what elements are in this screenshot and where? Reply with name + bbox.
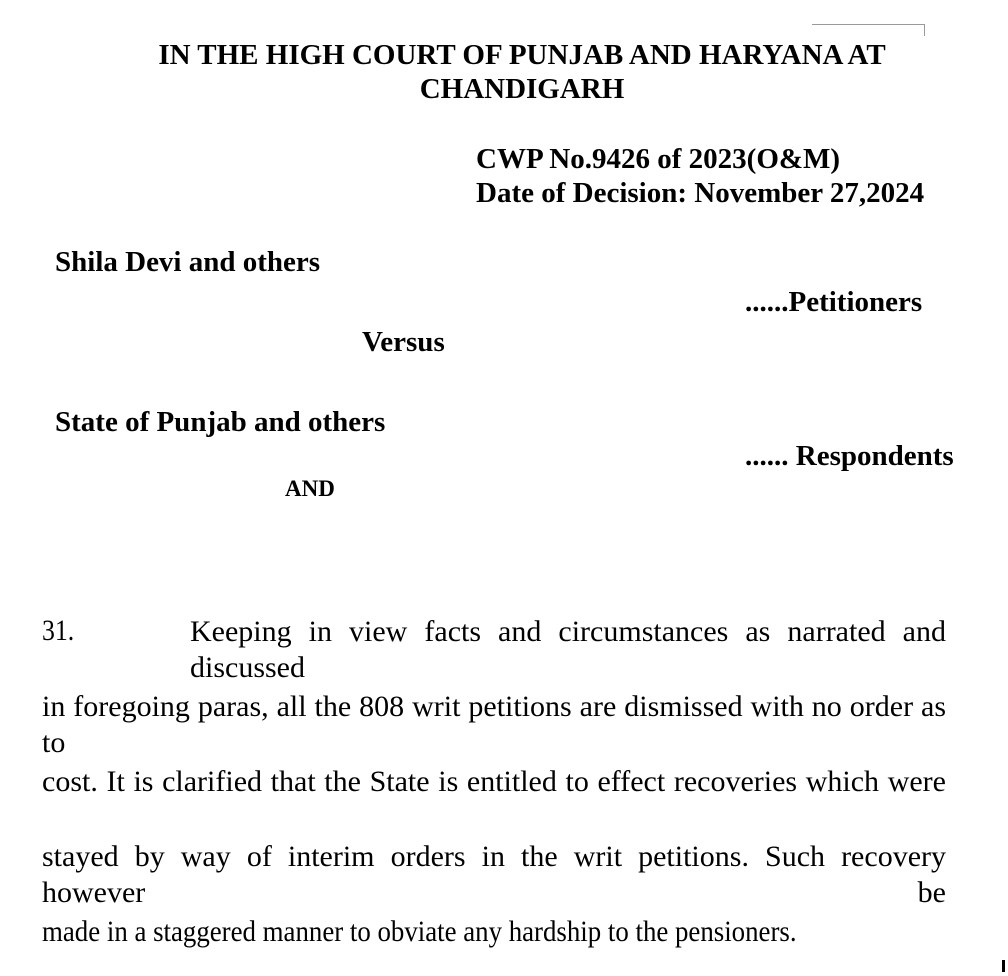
petitioner-name: Shila Devi and others bbox=[55, 246, 321, 278]
page-edge-mark bbox=[1002, 960, 1005, 972]
header-stamp-tick bbox=[924, 24, 925, 36]
and-label: AND bbox=[285, 476, 335, 501]
paragraph-line-4: stayed by way of interim orders in the writ petitions. Such recovery however be bbox=[42, 840, 946, 909]
respondent-role: ...... Respondents bbox=[745, 440, 954, 472]
respondent-name: State of Punjab and others bbox=[55, 406, 386, 438]
court-title-line-2: CHANDIGARH bbox=[419, 73, 625, 105]
paragraph-line-3: cost. It is clarified that the State is entitled to effect recoveries which were bbox=[42, 765, 946, 798]
petitioner-role: ......Petitioners bbox=[745, 286, 923, 318]
decision-date: Date of Decision: November 27,2024 bbox=[476, 177, 925, 209]
paragraph-line-5: made in a staggered manner to obviate any hardship to the pensioners. bbox=[42, 915, 797, 948]
header-stamp-mark bbox=[812, 24, 924, 33]
court-title-line-1: IN THE HIGH COURT OF PUNJAB AND HARYANA AT bbox=[158, 39, 886, 71]
versus-label: Versus bbox=[362, 326, 445, 358]
paragraph-line-1: Keeping in view facts and circumstances as narrated and discussed bbox=[190, 615, 946, 684]
paragraph-number: 31. bbox=[42, 614, 75, 647]
case-number: CWP No.9426 of 2023(O&M) bbox=[476, 143, 841, 175]
paragraph-line-2: in foregoing paras, all the 808 writ petitions are dismissed with no order as to bbox=[42, 690, 946, 759]
